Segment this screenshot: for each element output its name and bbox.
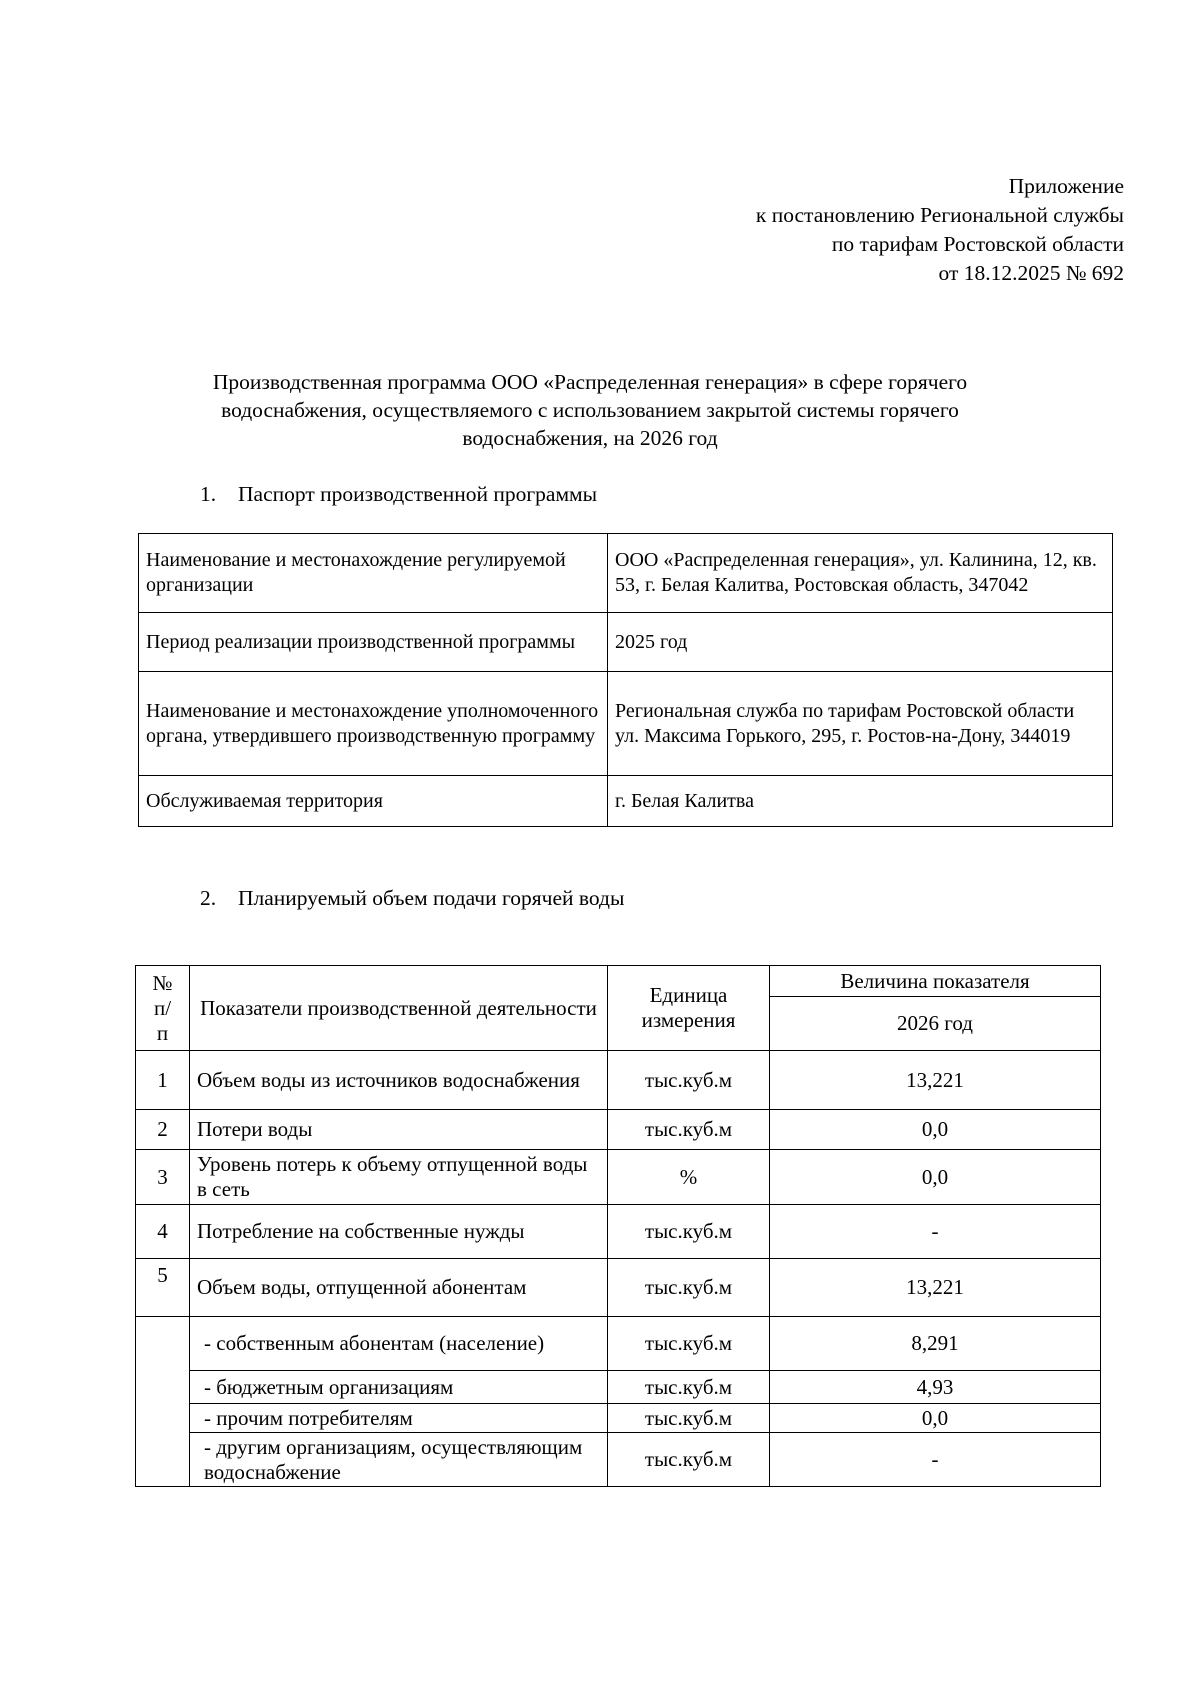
passport-value: г. Белая Калитва xyxy=(608,776,1113,827)
table-row xyxy=(136,1150,1101,1205)
row-value: 4,93 xyxy=(770,1371,1101,1404)
document-title xyxy=(150,368,1030,452)
table-row xyxy=(136,1317,1101,1371)
row-num: 5 xyxy=(136,1259,190,1317)
row-unit: тыс.куб.м xyxy=(608,1317,770,1371)
table-row xyxy=(136,1051,1101,1110)
header-num: № п/ п xyxy=(136,966,190,1051)
row-name: Потери воды xyxy=(190,1110,608,1150)
header-indicator: Показатели производственной деятельности xyxy=(190,966,608,1051)
section-title: Паспорт производственной программы xyxy=(238,482,598,506)
section-1-heading xyxy=(200,480,597,508)
row-num: 1 xyxy=(136,1051,190,1110)
row-value: 0,0 xyxy=(770,1404,1101,1433)
passport-label: Наименование и местонахождение уполномоченного органа, утвердившего производственную программу xyxy=(139,672,608,776)
row-num-empty xyxy=(136,1317,190,1487)
appendix-date-number: от 18.12.2025 № 692 xyxy=(938,261,1124,285)
header-year: 2026 год xyxy=(770,997,1101,1051)
header-value: Величина показателя xyxy=(770,966,1101,997)
appendix-label: Приложение xyxy=(1008,174,1124,198)
table-row xyxy=(139,534,1113,613)
table-row xyxy=(139,776,1113,827)
title-line: водоснабжения, на 2026 год xyxy=(462,426,718,450)
passport-value: ООО «Распределенная генерация», ул. Калинина, 12, кв. 53, г. Белая Калитва, Ростовская область, 347042 xyxy=(608,534,1113,613)
passport-label: Период реализации производственной программы xyxy=(139,613,608,672)
row-num: 3 xyxy=(136,1150,190,1205)
table-row xyxy=(139,672,1113,776)
table-row xyxy=(136,1110,1101,1150)
row-value: 0,0 xyxy=(770,1150,1101,1205)
row-unit: тыс.куб.м xyxy=(608,1051,770,1110)
table-row xyxy=(136,1433,1101,1487)
section-number: 1. xyxy=(200,482,217,506)
section-title: Планируемый объем подачи горячей воды xyxy=(238,886,625,910)
row-name: - прочим потребителям xyxy=(190,1404,608,1433)
row-value: 0,0 xyxy=(770,1110,1101,1150)
authority-address: ул. Максима Горького, 295, г. Ростов-на-Дону, 344019 xyxy=(615,724,1071,747)
row-value: 8,291 xyxy=(770,1317,1101,1371)
row-unit: тыс.куб.м xyxy=(608,1404,770,1433)
row-unit: % xyxy=(608,1150,770,1205)
passport-value xyxy=(608,672,1113,776)
row-value: 13,221 xyxy=(770,1051,1101,1110)
row-value: - xyxy=(770,1433,1101,1487)
row-num: 2 xyxy=(136,1110,190,1150)
row-num: 4 xyxy=(136,1205,190,1259)
passport-label: Обслуживаемая территория xyxy=(139,776,608,827)
row-unit: тыс.куб.м xyxy=(608,1205,770,1259)
appendix-authority: по тарифам Ростовской области xyxy=(831,232,1124,256)
row-name: - другим организациям, осуществляющим водоснабжение xyxy=(190,1433,608,1487)
row-name: Уровень потерь к объему отпущенной воды в сеть xyxy=(190,1150,608,1205)
passport-table xyxy=(138,533,1113,827)
title-line: водоснабжения, осуществляемого с использованием закрытой системы горячего xyxy=(221,398,959,422)
table-row xyxy=(139,613,1113,672)
row-name: Объем воды, отпущенной абонентам xyxy=(190,1259,608,1317)
volume-table xyxy=(135,965,1101,1487)
passport-label: Наименование и местонахождение регулируемой организации xyxy=(139,534,608,613)
table-row xyxy=(136,1205,1101,1259)
appendix-header xyxy=(756,172,1124,288)
row-unit: тыс.куб.м xyxy=(608,1433,770,1487)
table-row xyxy=(136,1404,1101,1433)
table-row xyxy=(136,1371,1101,1404)
header-unit: Единица измерения xyxy=(608,966,770,1051)
row-name: Потребление на собственные нужды xyxy=(190,1205,608,1259)
authority-name: Региональная служба по тарифам Ростовской области xyxy=(615,699,1075,722)
row-unit: тыс.куб.м xyxy=(608,1259,770,1317)
table-header-row xyxy=(136,966,1101,997)
row-unit: тыс.куб.м xyxy=(608,1371,770,1404)
title-line: Производственная программа ООО «Распределенная генерация» в сфере горячего xyxy=(212,370,968,394)
passport-value: 2025 год xyxy=(608,613,1113,672)
table-row xyxy=(136,1259,1101,1317)
section-number: 2. xyxy=(200,886,217,910)
appendix-resolution: к постановлению Региональной службы xyxy=(755,203,1124,227)
row-name: Объем воды из источников водоснабжения xyxy=(190,1051,608,1110)
row-value: 13,221 xyxy=(770,1259,1101,1317)
row-name: - собственным абонентам (население) xyxy=(190,1317,608,1371)
row-name: - бюджетным организациям xyxy=(190,1371,608,1404)
row-value: - xyxy=(770,1205,1101,1259)
row-unit: тыс.куб.м xyxy=(608,1110,770,1150)
section-2-heading xyxy=(200,884,624,912)
